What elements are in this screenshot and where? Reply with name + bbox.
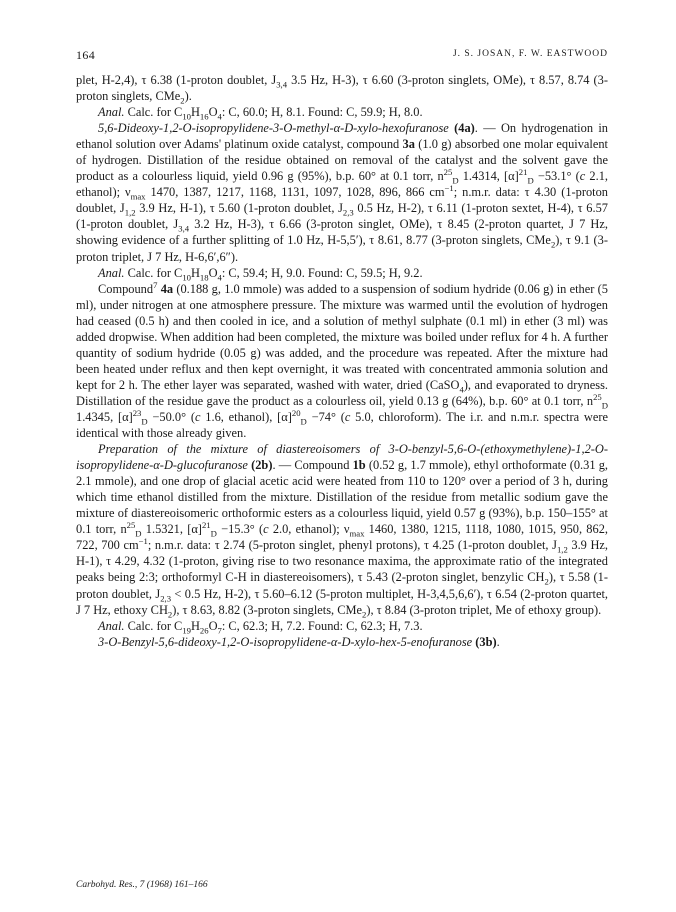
subscript: 2 (362, 609, 367, 620)
text-run: Preparation of the mixture of diastereoisomers of 3-O-benzyl-5,6-O-(ethoxymethylene)-1,2-O-isopropylidene-α-D-glucofuranose (76, 442, 608, 473)
superscript: 21 (518, 167, 528, 178)
text-run: −53.1° ( (533, 169, 580, 184)
superscript: 25 (593, 391, 602, 402)
superscript: 20 (291, 407, 301, 418)
subscript: 4 (459, 384, 464, 395)
text-run: -hexofuranose (377, 121, 449, 136)
text-run: 3.9 Hz, H-1), τ 5.60 (1-proton doublet, J (135, 201, 343, 216)
text-run: −74° ( (306, 409, 345, 424)
subscript: 1,2 (556, 544, 568, 555)
text-run: 5.0, chloroform). The i.r. and n.m.r. spectra were identical with those already given. (76, 409, 608, 441)
text-run: O (208, 105, 218, 120)
text-run: 3.9 Hz, H-1), τ 4.29, 4.32 (1-proton, giving rise to two resonance maxima, the approximate ratio of the integrated peaks being 2:3; orthoformyl C-H in diastereoisomers), τ 5.43 (2-proton singlet, benzylic CH (76, 538, 609, 585)
subscript: 26 (199, 625, 209, 636)
text-run: (0.52 g, 1.7 mmole), ethyl orthoformate (0.31 g, 2.1 mmole), and one drop of glacial acetic acid were heated from 110 to 120° over a period of 3 h, during which time ethanol distilled from the mixture. Distillation of the residue from metallic sodium gave the mixture of diastereoisomeric orthoformic esters as a colourless liquid, yield 0.57 g (93%), b.p. 150–155° at 0.1 torr, n (76, 458, 608, 537)
paragraph (76, 120, 608, 264)
paragraph (76, 265, 608, 281)
subscript: 3,4 (178, 223, 190, 234)
text-run: H (190, 105, 200, 120)
text-run: : C, 60.0; H, 8.1. Found: C, 59.9; H, 8.0. (221, 105, 423, 120)
text-run: ), τ 5.58 (1-proton doublet, J (76, 570, 608, 601)
text-run: 0.5 Hz, H-2), τ 6.11 (1-proton sextet, H-4), τ 6.57 (1-proton doublet, J (76, 201, 608, 232)
text-run: −50.0° ( (147, 409, 195, 424)
subscript: 2 (544, 576, 549, 587)
superscript: −1 (138, 536, 148, 547)
body-text (76, 72, 608, 650)
text-run: c (579, 169, 586, 184)
text-run: 3a (402, 137, 415, 152)
text-run: ; n.m.r. data: τ 2.74 (5-proton singlet, phenyl protons), τ 4.25 (1-proton doublet, J (147, 538, 557, 553)
subscript: 18 (199, 272, 209, 283)
superscript: 23 (132, 407, 142, 418)
text-run: 3-O-Benzyl-5,6-dideoxy-1,2-O-isopropylidene-α-D-xylo-hex-5-enofuranose (98, 634, 473, 649)
text-run: : C, 62.3; H, 7.2. Found: C, 62.3; H, 7.3. (221, 618, 423, 633)
text-run: (1.0 g) absorbed one molar equivalent of hydrogen. Distillation of the residue obtained on removal of the catalyst and the solvent gave the product as a colourless liquid, yield 0.96 g (95%), b.p. 60° at 0.1 torr, n (76, 137, 608, 184)
text-run: 1.5321, [α] (141, 522, 202, 537)
subscript: 2,3 (342, 207, 354, 218)
subscript: 19 (182, 625, 191, 636)
text-run: Calc. for C (124, 265, 183, 280)
text-run: −15.3° ( (216, 522, 264, 537)
text-run: ). (184, 89, 192, 104)
text-run: . — Compound (272, 458, 353, 473)
subscript: D (135, 528, 142, 539)
subscript: D (527, 175, 534, 186)
paragraph (76, 618, 608, 634)
text-run: 3.2 Hz, H-3), τ 6.66 (3-proton singlet, OMe), τ 8.45 (2-proton quartet, J 7 Hz, showing evidence of a further splitting of 1.0 Hz, H-5,5′), τ 8.61, 8.77 (3-proton singlets, CMe (76, 217, 608, 248)
text-run: Anal. (98, 618, 125, 633)
running-header (76, 48, 608, 64)
text-run: 2.0, ethanol); ν (268, 522, 350, 537)
paragraph (76, 281, 608, 441)
text-run: ; n.m.r. data: τ 4.30 (1-proton doublet, J (76, 185, 608, 216)
text-run: 5,6-Dideoxy-1,2-O-isopropylidene-3-O-methyl-α-D- (98, 121, 358, 136)
text-run: < 0.5 Hz, H-2), τ 5.60–6.12 (5-proton multiplet, H-3,4,5,6,6′), τ 6.54 (2-proton quartet, J 7 Hz, ethoxy CH (76, 586, 608, 617)
subscript: D (452, 175, 459, 186)
subscript: max (130, 191, 146, 202)
text-run: ), and evaporated to dryness. Distillation of the residue gave the product as a colourless oil, yield 0.13 g (64%), b.p. 60° at 0.1 torr, n (76, 377, 608, 408)
text-run: O (208, 618, 218, 633)
text-run: 1460, 1380, 1215, 1118, 1080, 1015, 950, 862, 722, 700 cm (76, 522, 608, 553)
superscript: 25 (126, 520, 136, 531)
journal-citation: Carbohyd. Res., 7 (1968) 161–166 (76, 880, 208, 890)
subscript: D (300, 416, 307, 427)
text-run: : C, 59.4; H, 9.0. Found: C, 59.5; H, 9.2. (221, 265, 423, 280)
subscript: 10 (182, 111, 191, 122)
running-header-authors: J. S. JOSAN, F. W. EASTWOOD (452, 49, 608, 59)
text-run: 3.5 Hz, H-3), τ 6.60 (3-proton singlets, OMe), τ 8.57, 8.74 (3-proton singlets, CMe (76, 73, 608, 104)
page-number: 164 (76, 48, 96, 62)
text-run: H (190, 618, 200, 633)
superscript: 21 (201, 520, 211, 531)
text-run: (0.188 g, 1.0 mmole) was added to a suspension of sodium hydride (0.06 g) in ether (5 ml), under nitrogen at one atmosphere pressure. The mixture was warmed until the evolution of hydrogen had ceased (0.5 h) and then cooled in ice, and a solution of methyl sulphate (0.1 ml) in ether (3 ml) was added dropwise. When addition had been completed, the mixture was boiled under reflux for 4 h. A further quantity of sodium hydride (0.05 g) was added, and the procedure was repeated. After the mixture had been heated under reflux and then kept overnight, it was treated with concentrated ammonia solution and kept for 2 h. The ether layer was separated, washed with water, dried (CaSO (76, 281, 608, 392)
subscript: 4 (217, 111, 222, 122)
text-run: Calc. for C (124, 618, 183, 633)
subscript: max (349, 528, 365, 539)
superscript: −1 (444, 183, 454, 194)
text-run: xylo (357, 121, 378, 136)
text-run: 4a (160, 281, 174, 296)
subscript: D (141, 416, 148, 427)
text-run: 1b (352, 458, 366, 473)
text-run: . (496, 634, 500, 649)
text-run: (2b) (247, 458, 273, 473)
text-run: 2.1, ethanol); ν (76, 169, 608, 200)
text-run: ), τ 8.63, 8.82 (3-proton singlets, CMe (172, 602, 363, 617)
text-run: Anal. (98, 265, 125, 280)
subscript: D (601, 400, 608, 411)
subscript: 1,2 (124, 207, 136, 218)
paragraph (76, 104, 608, 120)
paragraph (76, 441, 608, 618)
text-run: O (208, 265, 218, 280)
text-run: Anal. (98, 105, 125, 120)
subscript: D (210, 528, 217, 539)
subscript: 4 (217, 272, 222, 283)
paragraph (76, 72, 608, 104)
text-run: 1470, 1387, 1217, 1168, 1131, 1097, 1028, 896, 866 cm (145, 185, 445, 200)
text-run: (3b) (472, 634, 497, 649)
text-run: Calc. for C (124, 105, 183, 120)
text-run: (4a) (448, 121, 475, 136)
text-run: 1.4345, [α] (76, 409, 133, 424)
subscript: 2 (167, 609, 173, 620)
superscript: 7 (153, 279, 158, 290)
subscript: 3,4 (276, 79, 288, 90)
text-run: 1.6, ethanol), [α] (200, 409, 292, 424)
text-run: ), τ 8.84 (3-proton triplet, Me of ethoxy group). (366, 602, 602, 617)
subscript: 2,3 (160, 592, 172, 603)
superscript: 25 (443, 167, 453, 178)
text-run: ), τ 9.1 (3-proton triplet, J 7 Hz, H-6,6′,6″). (76, 233, 608, 264)
text-run: H (190, 265, 200, 280)
paragraph (76, 634, 608, 650)
text-run: plet, H-2,4), τ 6.38 (1-proton doublet, J (76, 73, 277, 87)
text-run: c (344, 409, 351, 424)
subscript: 7 (217, 625, 222, 636)
subscript: 16 (199, 111, 209, 122)
subscript: 2 (550, 239, 556, 250)
text-run: Compound (98, 281, 154, 296)
text-run: . — On hydrogenation in ethanol solution over Adams' platinum oxide catalyst, compound (76, 121, 608, 152)
text-run: c (263, 522, 269, 537)
subscript: 2 (180, 95, 185, 106)
subscript: 10 (182, 272, 191, 283)
text-run: 1.4314, [α] (458, 169, 519, 184)
text-run: c (194, 409, 201, 424)
